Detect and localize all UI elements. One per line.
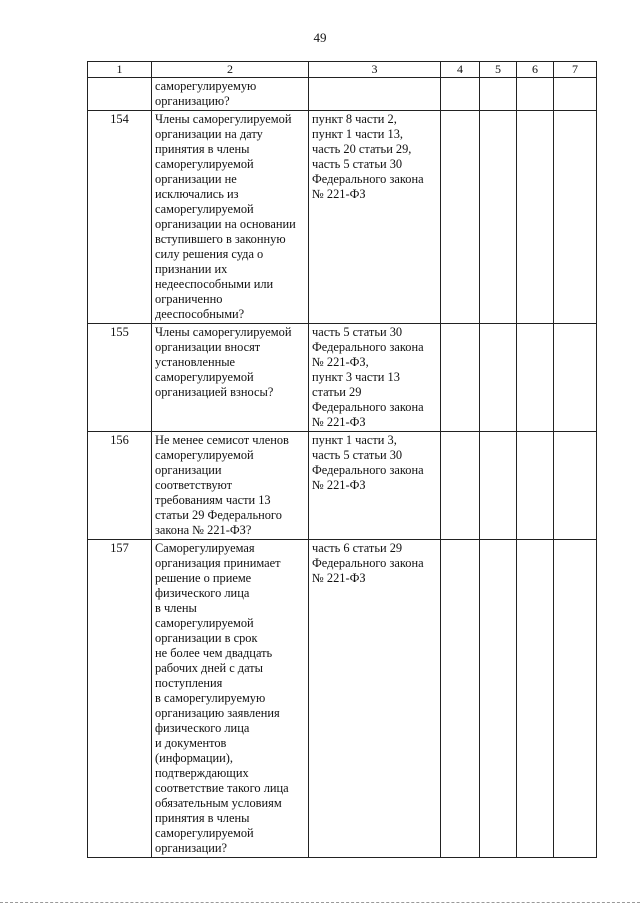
reference-line: № 221-ФЗ, (312, 355, 369, 369)
column-header: 2 (152, 62, 309, 78)
column-header: 1 (88, 62, 152, 78)
question-line: принятия в члены (155, 811, 250, 825)
reference-line: Федерального закона (312, 340, 424, 354)
column-header: 7 (554, 62, 597, 78)
answer-cell-col-4 (441, 540, 480, 858)
answer-cell-col-7 (554, 324, 597, 432)
question-line: организации на основании (155, 217, 296, 231)
answer-cell-col-6 (517, 324, 554, 432)
row-number: 157 (88, 540, 152, 858)
answer-cell-col-5 (480, 111, 517, 324)
requirement-question (152, 78, 309, 111)
reference-line: часть 20 статьи 29, (312, 142, 412, 156)
reference-line: Федерального закона (312, 556, 424, 570)
question-line: установленные (155, 355, 236, 369)
question-line: признании их (155, 262, 228, 276)
answer-cell-col-7 (554, 111, 597, 324)
answer-cell-col-4 (441, 111, 480, 324)
reference-line: пункт 3 части 13 (312, 370, 400, 384)
question-line: рабочих дней с даты (155, 661, 264, 675)
question-line: в члены (155, 601, 197, 615)
question-line: саморегулируемой (155, 157, 254, 171)
table-row (88, 540, 597, 858)
answer-cell-col-5 (480, 432, 517, 540)
question-line: дееспособными? (155, 307, 245, 321)
reference-line: пункт 8 части 2, (312, 112, 397, 126)
question-line: саморегулируемой (155, 826, 254, 840)
reference-line: Федерального закона (312, 463, 424, 477)
table-body (88, 78, 597, 858)
question-line: организацию? (155, 94, 230, 108)
question-line: Члены саморегулируемой (155, 325, 292, 339)
answer-cell-col-6 (517, 78, 554, 111)
requirement-question (152, 111, 309, 324)
question-line: соответствие такого лица (155, 781, 289, 795)
question-line: организации вносят (155, 340, 261, 354)
reference-line: № 221-ФЗ (312, 478, 366, 492)
question-line: соответствуют (155, 478, 233, 492)
column-header: 5 (480, 62, 517, 78)
reference-line: № 221-ФЗ (312, 187, 366, 201)
header-row (88, 62, 597, 78)
question-line: и документов (155, 736, 227, 750)
reference-line: часть 6 статьи 29 (312, 541, 403, 555)
answer-cell-col-7 (554, 432, 597, 540)
question-line: требованиям части 13 (155, 493, 271, 507)
answer-cell-col-5 (480, 78, 517, 111)
answer-cell-col-7 (554, 540, 597, 858)
legal-reference (309, 432, 441, 540)
legal-reference (309, 540, 441, 858)
row-number (88, 78, 152, 111)
requirement-question (152, 540, 309, 858)
question-line: физического лица (155, 586, 250, 600)
question-line: статьи 29 Федерального (155, 508, 282, 522)
legal-reference (309, 111, 441, 324)
question-line: Члены саморегулируемой (155, 112, 292, 126)
requirement-question (152, 324, 309, 432)
answer-cell-col-6 (517, 432, 554, 540)
reference-line: пункт 1 части 13, (312, 127, 403, 141)
reference-line: Федерального закона (312, 400, 424, 414)
answer-cell-col-5 (480, 540, 517, 858)
question-line: вступившего в законную (155, 232, 286, 246)
reference-line: пункт 1 части 3, (312, 433, 397, 447)
question-line: организации на дату (155, 127, 263, 141)
legal-reference (309, 78, 441, 111)
column-header: 6 (517, 62, 554, 78)
question-line: физического лица (155, 721, 250, 735)
reference-line: № 221-ФЗ (312, 571, 366, 585)
question-line: принятия в члены (155, 142, 250, 156)
question-line: обязательным условиям (155, 796, 282, 810)
question-line: закона № 221-ФЗ? (155, 523, 252, 537)
answer-cell-col-4 (441, 324, 480, 432)
question-line: поступления (155, 676, 223, 690)
row-number: 156 (88, 432, 152, 540)
question-line: саморегулируемой (155, 616, 254, 630)
row-number: 155 (88, 324, 152, 432)
question-line: в саморегулируемую (155, 691, 266, 705)
reference-line: статьи 29 (312, 385, 362, 399)
answer-cell-col-6 (517, 111, 554, 324)
question-line: саморегулируемой (155, 202, 254, 216)
page-number: 49 (313, 30, 327, 45)
checklist-table (87, 61, 597, 858)
answer-cell-col-5 (480, 324, 517, 432)
answer-cell-col-6 (517, 540, 554, 858)
table-row (88, 111, 597, 324)
page-bottom-rule (0, 902, 640, 903)
reference-line: часть 5 статьи 30 (312, 325, 403, 339)
column-header: 4 (441, 62, 480, 78)
question-line: недееспособными или (155, 277, 274, 291)
answer-cell-col-4 (441, 432, 480, 540)
question-line: саморегулируемой (155, 370, 254, 384)
question-line: организации? (155, 841, 228, 855)
question-line: решение о приеме (155, 571, 252, 585)
question-line: организацией взносы? (155, 385, 274, 399)
question-line: организацию заявления (155, 706, 280, 720)
question-line: подтверждающих (155, 766, 249, 780)
reference-line: часть 5 статьи 30 (312, 448, 403, 462)
table-row (88, 78, 597, 111)
question-line: организации в срок (155, 631, 258, 645)
question-line: ограниченно (155, 292, 223, 306)
table-row (88, 324, 597, 432)
legal-reference (309, 324, 441, 432)
question-line: Саморегулируемая (155, 541, 255, 555)
reference-line: Федерального закона (312, 172, 424, 186)
question-line: Не менее семисот членов (155, 433, 289, 447)
answer-cell-col-7 (554, 78, 597, 111)
question-line: саморегулируемой (155, 448, 254, 462)
column-header: 3 (309, 62, 441, 78)
question-line: (информации), (155, 751, 233, 765)
question-line: не более чем двадцать (155, 646, 273, 660)
question-line: организации (155, 463, 222, 477)
answer-cell-col-4 (441, 78, 480, 111)
requirement-question (152, 432, 309, 540)
question-line: исключались из (155, 187, 239, 201)
reference-line: часть 5 статьи 30 (312, 157, 403, 171)
question-line: силу решения суда о (155, 247, 264, 261)
reference-line: № 221-ФЗ (312, 415, 366, 429)
question-line: организация принимает (155, 556, 281, 570)
question-line: организации не (155, 172, 237, 186)
question-line: саморегулируемую (155, 79, 257, 93)
row-number: 154 (88, 111, 152, 324)
table-row (88, 432, 597, 540)
